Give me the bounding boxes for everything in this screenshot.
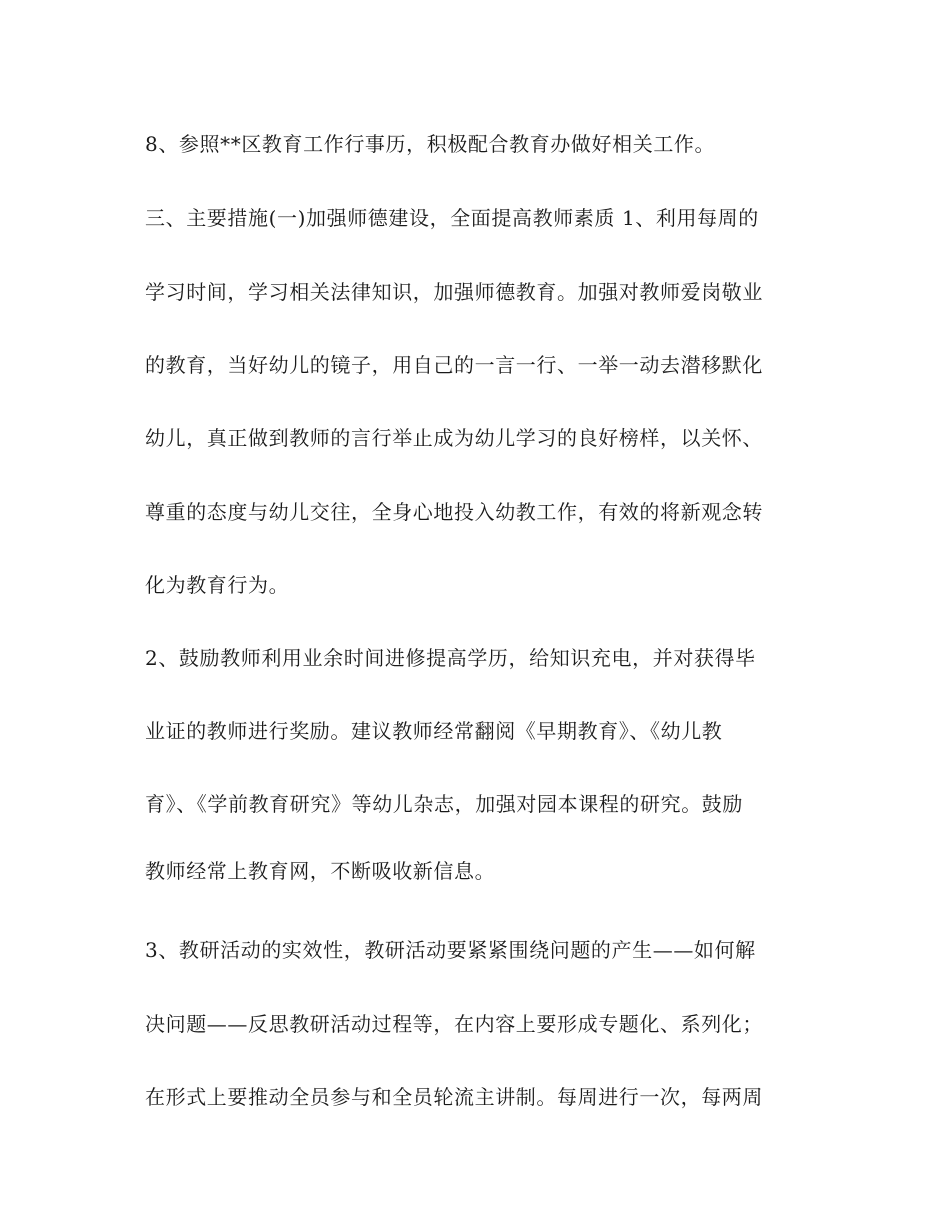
text-line: 尊重的态度与幼儿交往，全身心地投入幼教工作，有效的将新观念转 bbox=[145, 500, 763, 524]
text-line: 3、教研活动的实效性，教研活动要紧紧围绕问题的产生——如何解 bbox=[145, 938, 756, 962]
text-line: 的教育，当好幼儿的镜子，用自己的一言一行、一举一动去潜移默化 bbox=[145, 353, 763, 377]
text-line: 三、主要措施(一)加强师德建设，全面提高教师素质 1、利用每周的 bbox=[145, 206, 759, 230]
text-line: 业证的教师进行奖励。建议教师经常翻阅《早期教育》、《幼儿教 bbox=[145, 719, 723, 743]
text-line: 学习时间，学习相关法律知识，加强师德教育。加强对教师爱岗敬业 bbox=[145, 280, 763, 304]
text-line: 幼儿，真正做到教师的言行举止成为幼儿学习的良好榜样，以关怀、 bbox=[145, 426, 763, 450]
text-line: 教师经常上教育网，不断吸收新信息。 bbox=[145, 859, 496, 883]
text-line: 决问题——反思教研活动过程等，在内容上要形成专题化、系列化； bbox=[145, 1012, 763, 1036]
text-line: 8、参照**区教育工作行事历，积极配合教育办做好相关工作。 bbox=[145, 132, 716, 156]
text-line: 化为教育行为。 bbox=[145, 573, 290, 597]
text-line: 育》、《学前教育研究》等幼儿杂志，加强对园本课程的研究。鼓励 bbox=[145, 792, 743, 816]
text-line: 2、鼓励教师利用业余时间进修提高学历，给知识充电，并对获得毕 bbox=[145, 646, 756, 670]
text-line: 在形式上要推动全员参与和全员轮流主讲制。每周进行一次，每两周 bbox=[145, 1085, 763, 1109]
